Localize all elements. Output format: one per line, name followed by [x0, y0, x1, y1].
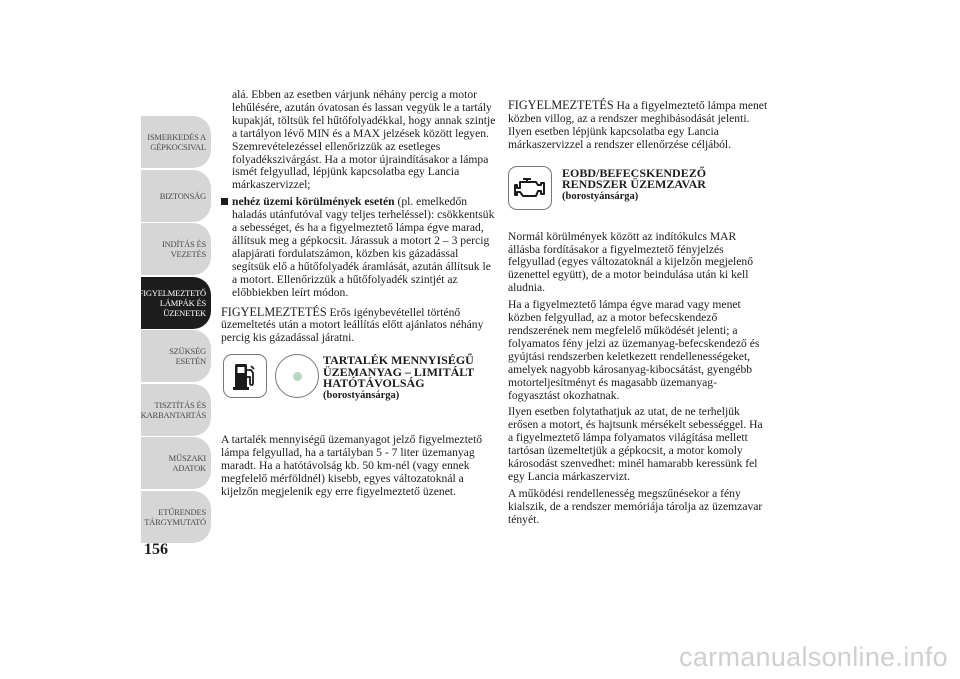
right-column: [508, 99, 768, 531]
warning-lead: FIGYELMEZTETÉS: [221, 304, 327, 319]
fuel-warning-block: [221, 349, 496, 429]
bullet-bold-text: nehéz üzemi körülmények esetén: [232, 195, 395, 209]
tab-ismerkedes[interactable]: ISMERKEDÉS A GÉPKOCSIVAL: [141, 116, 211, 168]
left-paragraph-1: alá. Ebben az esetben várjunk néhány percig a motor lehűlésére, azután óvatosan és lassan vegyük le a tartály kupakját, töltsük fel hűtőfolyadékkal, hogy annak szintje a tartályon lévő MIN és a MAX jelzések között legyen. Szemrevételezéssel ellenőrizzük az esetleges folyadékszivárgást. Ha a motor újraindításakor a lámpa ismét felgyullad, lépjünk kapcsolatba egy Lancia márkaszervizzel;: [232, 88, 496, 192]
tab-inditas[interactable]: INDÍTÁS ÉS VEZETÉS: [141, 223, 211, 275]
tab-tisztitas[interactable]: TISZTÍTÁS ÉS KARBANTARTÁS: [141, 384, 211, 436]
bullet-text: (pl. emelkedőn haladás utánfutóval vagy teljes terheléssel): csökkentsük a sebességet, és ha a figyelmeztető lámpa égve marad, állítsuk meg a gépkocsit. Járassuk a motort 2 – 3 percig alapjárati fordulatszámon, közben kis gázadással segítsük elő a hűtőfolyadék áramlását, azután állítsuk le a motort. Ellenőrizzük a hűtőfolyadék szintjét az előbbiekben leírt módon.: [232, 195, 495, 299]
right-warning-text: Ha a figyelmeztető lámpa menet közben villog, az a rendszer meghibásodását jelenti. Ilyen esetben lépjünk kapcsolatba egy Lancia márkaszervizzel a rendszer ellenőrzése céljából.: [508, 99, 768, 151]
bullet-item: [221, 196, 496, 299]
right-paragraph-4: A működési rendellenesség megszűnésekor a fény kialszik, de a rendszer memóriája tárolja az üzemzavar tényét.: [508, 486, 763, 526]
tab-szukseg[interactable]: SZÜKSÉG ESETÉN: [141, 330, 211, 382]
tab-muszaki[interactable]: MŰSZAKI ADATOK: [141, 437, 211, 489]
fuel-warning-color: (borostyánsárga): [323, 389, 400, 401]
right-paragraph-2: Ha a figyelmeztető lámpa égve marad vagy menet közben felgyullad, az a motor befecskendező rendszerének nem megfelelő működését jelenti; a folyamatos fény jelzi az üzemanyag-befecskendező és gyújtási rendszerben keletkezett rendellenességeket, amelyek nagyobb károsanyag-kibocsátást, gyengébb motorteljesítményt és magasabb üzemanyag-fogyasztást okozhatnak.: [508, 298, 760, 402]
square-bullet-icon: [221, 198, 228, 205]
watermark: carmanualsonline.info: [679, 642, 948, 672]
page-number: 156: [144, 541, 168, 558]
tab-figyelmezteto[interactable]: FIGYELMEZTETŐ LÁMPÁK ÉS ÜZENETEK: [141, 277, 211, 329]
engine-check-icon: [514, 176, 546, 200]
eobd-warning-title: EOBD/BEFECSKENDEZŐ RENDSZER ÜZEMZAVAR: [562, 165, 707, 192]
fuel-text: A tartalék mennyiségű üzemanyagot jelző figyelmeztető lámpa felgyullad, ha a tartályban 5 - 7 liter üzemanyag maradt. Ha a hatótávolság kb. 50 km-nél (vagy ennek megfelelő mérföldnél) kisebb, egyes változatoknál a kijelzőn megjelenik egy erre figyelmeztető üzenet.: [221, 433, 483, 498]
fuel-lamp-frame: [223, 354, 267, 398]
fuel-warning-title: TARTALÉK MENNYISÉGŰ ÜZEMANYAG – LIMITÁLT HATÓTÁVOLSÁG: [323, 353, 474, 391]
indicator-dot-icon: [293, 372, 302, 381]
left-column: [221, 89, 496, 503]
right-warning-lead: FIGYELMEZTETÉS: [508, 98, 614, 112]
warning-text: Erős igénybevétellel történő üzemeltetés után a motort leállítás előtt ajánlatos néhány percig kis gázadással járatni.: [221, 305, 484, 345]
right-paragraph-1: Normál körülmények között az indítókulcs MAR állásba fordításakor a figyelmeztető fényjelzés felgyullad (egyes változatoknál a kijelzőn megjelenő üzenettel együtt), de a motor beindulása után ki kell aludnia.: [508, 229, 753, 295]
eobd-warning-color: (borostyánsárga): [562, 190, 639, 202]
chapter-tabs: [138, 116, 211, 544]
tab-targymutato[interactable]: ETŰRENDES TÁRGYMUTATÓ: [141, 491, 211, 543]
right-paragraph-3: Ilyen esetben folytathatjuk az utat, de ne terheljük erősen a motort, és hajtsunk mérsékelt sebességgel. Ha a figyelmeztető lámpa folyamatos világítása mellett tartósan üzemeltetjük a gépkocsit, a motor komoly károsodást szenvedhet: minél hamarabb keressünk fel egy Lancia márkaszervizt.: [508, 405, 763, 483]
engine-lamp-frame: [508, 166, 552, 210]
indicator-lamp-frame: [275, 354, 319, 398]
right-warning: [508, 99, 768, 152]
tab-biztonsag[interactable]: BIZTONSÁG: [141, 170, 211, 222]
fuel-pump-icon: [232, 361, 258, 391]
left-warning: [221, 306, 496, 346]
eobd-warning-block: [508, 156, 768, 226]
